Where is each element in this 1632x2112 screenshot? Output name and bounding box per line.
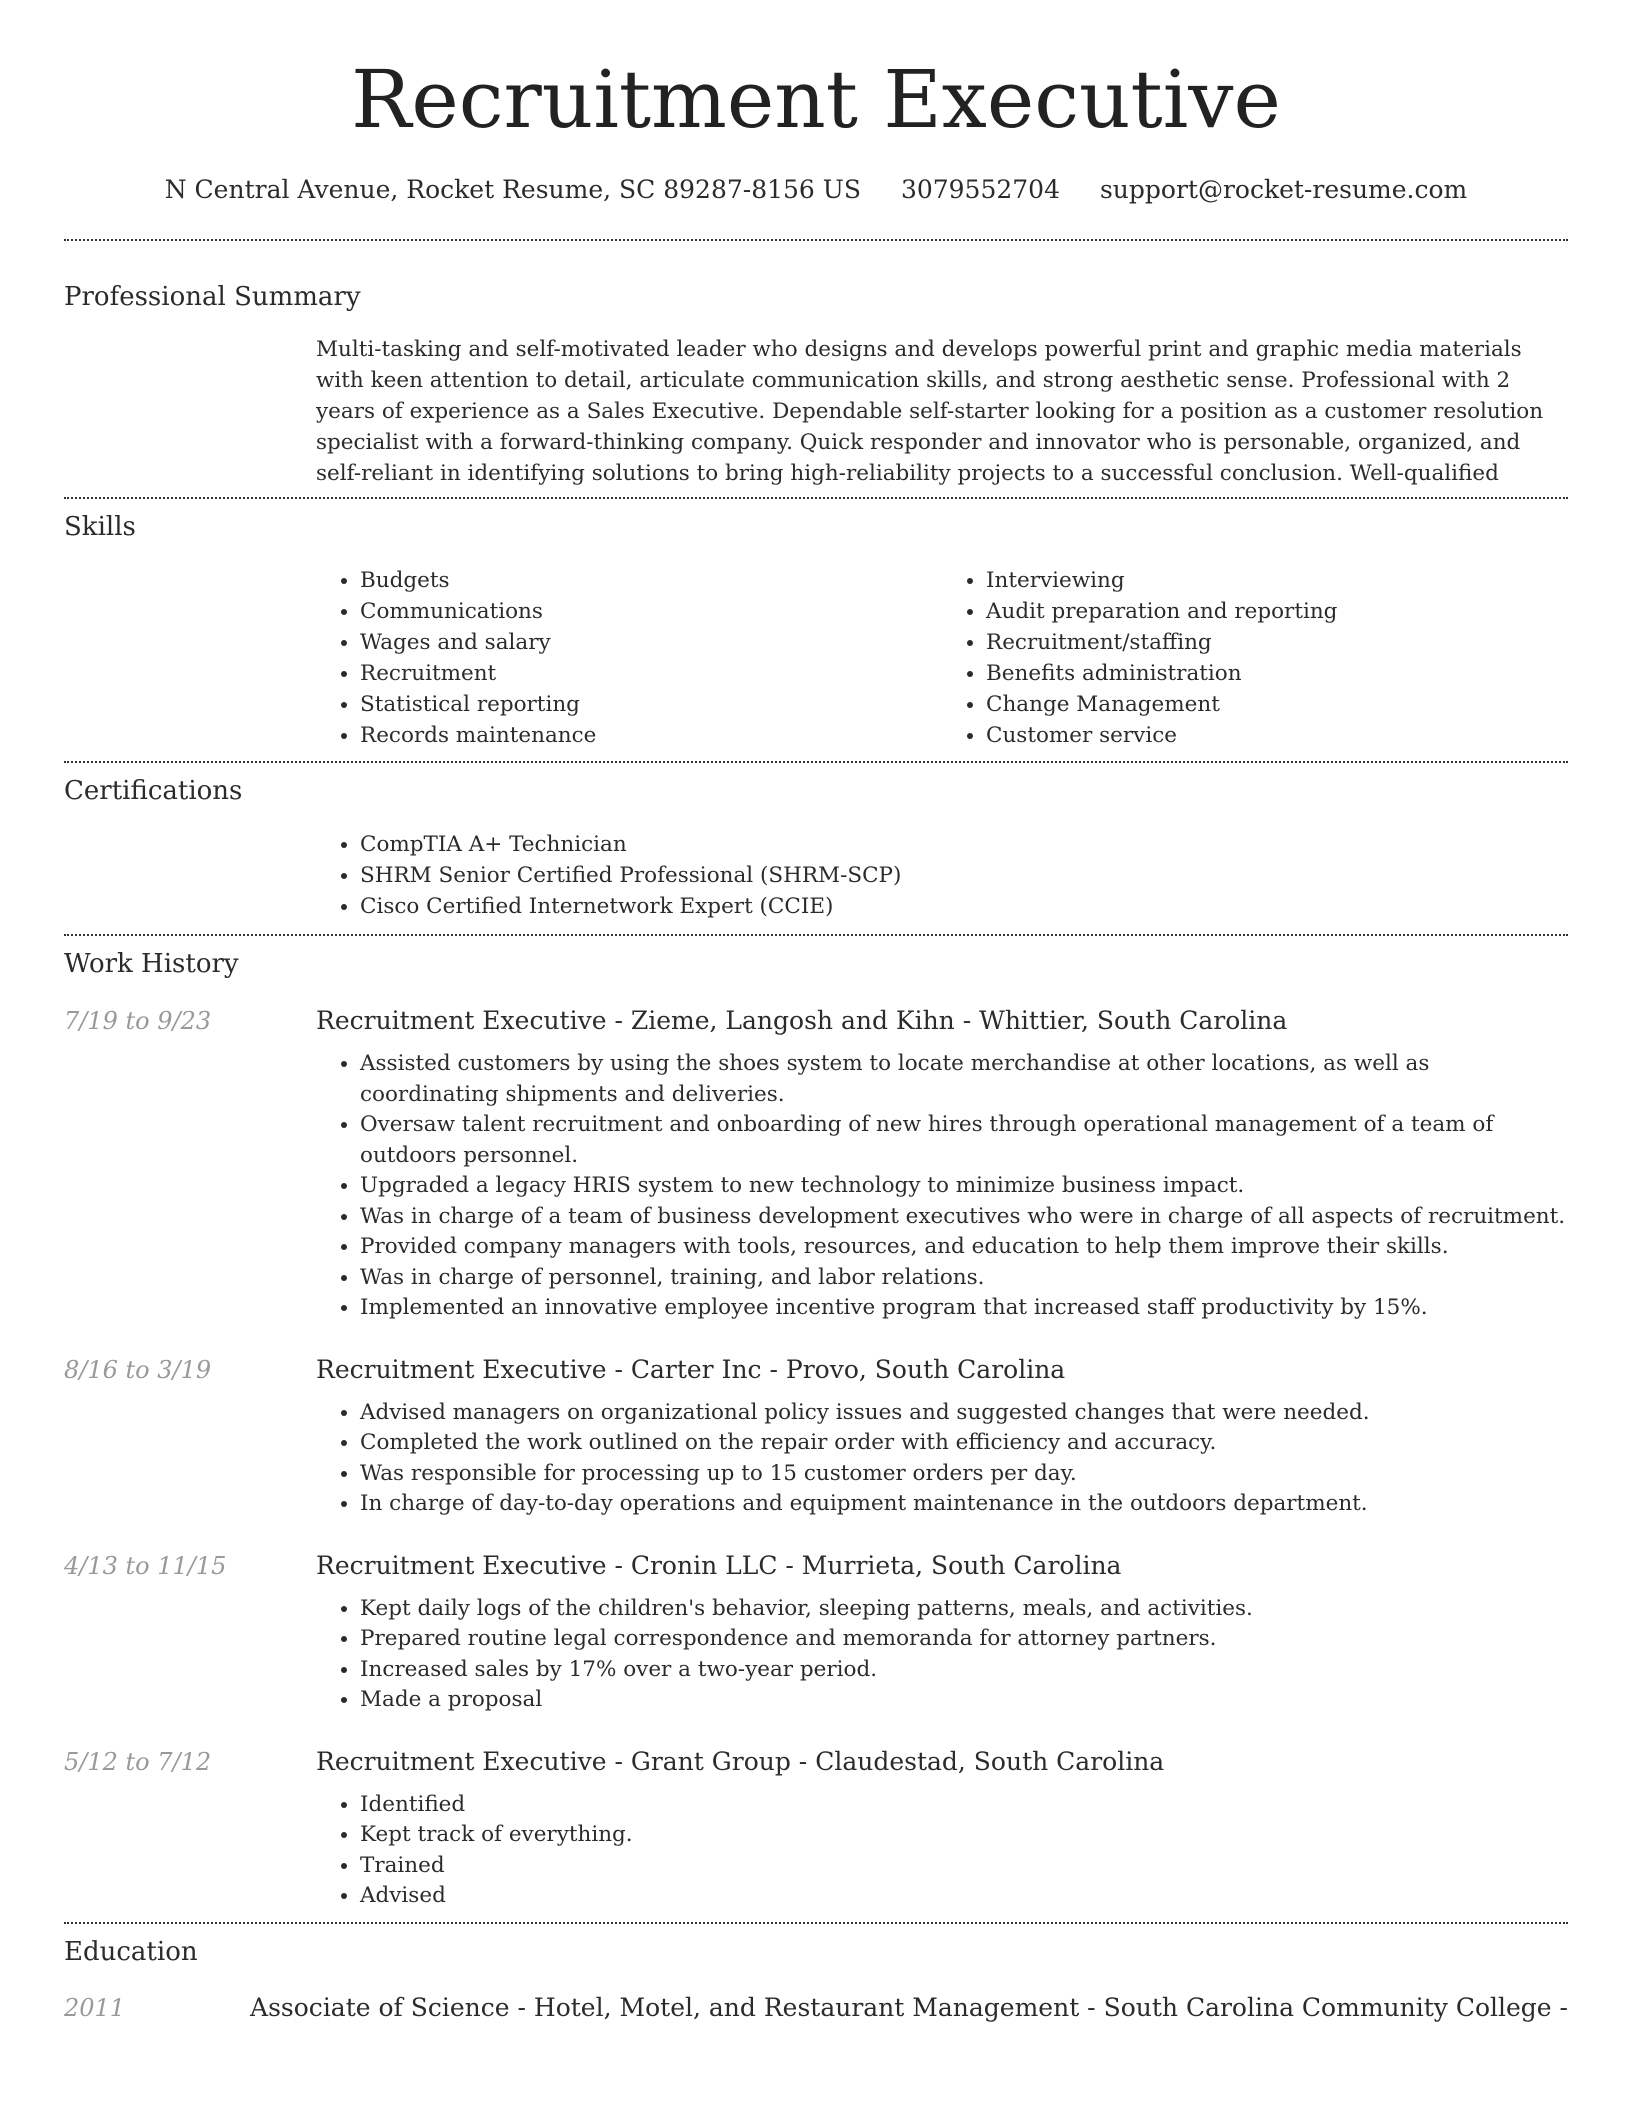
- skill-item: • Recruitment: [360, 658, 942, 689]
- job-bullet: • Made a proposal: [360, 1685, 1568, 1716]
- job-bullet: • Provided company managers with tools, resources, and education to help them improve their skills.: [360, 1232, 1568, 1263]
- job-bullet: • Assisted customers by using the shoes system to locate merchandise at other locations, as well as coordinating shipments and deliveries.: [360, 1049, 1568, 1110]
- education-title: Associate of Science - Hotel, Motel, and Restaurant Management - South Carolina Community College -: [250, 1992, 1568, 2022]
- job-title: Recruitment Executive - Cronin LLC - Murrieta, South Carolina: [316, 1550, 1122, 1580]
- certification-item: • SHRM Senior Certified Professional (SHRM-SCP): [360, 860, 1568, 891]
- section-divider: [64, 761, 1568, 763]
- education-heading: Education: [64, 1936, 198, 1967]
- job-bullet: • Advised managers on organizational policy issues and suggested changes that were needed.: [360, 1398, 1568, 1429]
- summary-heading: Professional Summary: [64, 282, 361, 312]
- job-dates: 7/19 to 9/23: [64, 1007, 212, 1035]
- job-entry: [64, 1746, 1568, 1912]
- job-dates: 4/13 to 11/15: [64, 1551, 227, 1580]
- candidate-name: Recruitment Executive: [351, 53, 1281, 146]
- contact-line: [64, 174, 1568, 206]
- job-details: [316, 1746, 1568, 1912]
- work-history-heading: Work History: [64, 949, 239, 979]
- certification-item: • CompTIA A+ Technician: [360, 829, 1568, 860]
- skills-columns: [316, 565, 1568, 751]
- job-bullet: • Identified: [360, 1790, 1568, 1821]
- contact-email: support@rocket-resume.com: [1099, 175, 1468, 204]
- job-bullets: [316, 1594, 1568, 1716]
- job-bullets: [316, 1790, 1568, 1912]
- skills-heading: Skills: [64, 512, 136, 542]
- job-details: [316, 1354, 1568, 1520]
- job-details: [316, 1550, 1568, 1716]
- skill-item: • Records maintenance: [360, 720, 942, 751]
- resume-page: [64, 0, 1568, 2024]
- job-entry: [64, 1005, 1568, 1324]
- certifications-block: [316, 829, 1568, 922]
- skill-item: • Statistical reporting: [360, 689, 942, 720]
- job-bullet: • Upgraded a legacy HRIS system to new technology to minimize business impact.: [360, 1171, 1568, 1202]
- education-details: [250, 1992, 1568, 2024]
- job-title: Recruitment Executive - Carter Inc - Provo, South Carolina: [316, 1354, 1066, 1384]
- job-title: Recruitment Executive - Zieme, Langosh and Kihn - Whittier, South Carolina: [316, 1006, 1288, 1035]
- job-dates: 5/12 to 7/12: [64, 1747, 212, 1776]
- section-divider: [64, 497, 1568, 499]
- job-bullet: • Trained: [360, 1851, 1568, 1882]
- job-bullet: • Was in charge of personnel, training, and labor relations.: [360, 1263, 1568, 1294]
- section-divider: [64, 239, 1568, 241]
- job-bullet: • Was responsible for processing up to 15 customer orders per day.: [360, 1459, 1568, 1490]
- skill-item: • Customer service: [986, 720, 1568, 751]
- job-bullet: • In charge of day-to-day operations and equipment maintenance in the outdoors department.: [360, 1489, 1568, 1520]
- skill-item: • Budgets: [360, 565, 942, 596]
- skills-list-right: [942, 565, 1568, 751]
- job-bullet: • Kept track of everything.: [360, 1820, 1568, 1851]
- skill-item: • Wages and salary: [360, 627, 942, 658]
- skill-item: • Recruitment/staffing: [986, 627, 1568, 658]
- job-bullet: • Advised: [360, 1881, 1568, 1912]
- job-bullet: • Increased sales by 17% over a two-year period.: [360, 1655, 1568, 1686]
- contact-address: N Central Avenue, Rocket Resume, SC 89287-8156 US: [164, 175, 861, 204]
- job-bullet: • Prepared routine legal correspondence and memoranda for attorney partners.: [360, 1624, 1568, 1655]
- job-entry: [64, 1354, 1568, 1520]
- skills-list-left: [316, 565, 942, 751]
- job-bullet: • Completed the work outlined on the repair order with efficiency and accuracy.: [360, 1428, 1568, 1459]
- section-divider: [64, 1922, 1568, 1924]
- certifications-heading: Certifications: [64, 776, 243, 806]
- skill-item: • Interviewing: [986, 565, 1568, 596]
- skill-item: • Audit preparation and reporting: [986, 596, 1568, 627]
- summary-text: Multi-tasking and self-motivated leader who designs and develops powerful print and graphic media materials with keen attention to detail, articulate communication skills, and strong aesthetic sense. Professional with 2 years of experience as a Sales Executive. Dependable self-starter looking for a position as a customer resolution specialist with a forward-thinking company. Quick responder and innovator who is personable, organized, and self-reliant in identifying solutions to bring high-reliability projects to a successful conclusion. Well-qualified: [316, 337, 1544, 486]
- skill-item: • Change Management: [986, 689, 1568, 720]
- job-details: [316, 1005, 1568, 1324]
- job-bullet: • Oversaw talent recruitment and onboarding of new hires through operational management of a team of outdoors personnel.: [360, 1110, 1568, 1171]
- job-title: Recruitment Executive - Grant Group - Claudestad, South Carolina: [316, 1746, 1165, 1776]
- education-date: 2011: [64, 1993, 126, 2022]
- job-bullets: [316, 1398, 1568, 1520]
- certifications-list: [316, 829, 1568, 922]
- education-entry: [64, 1992, 1568, 2024]
- job-dates: 8/16 to 3/19: [64, 1355, 212, 1384]
- job-bullets: [316, 1049, 1568, 1324]
- skill-item: • Communications: [360, 596, 942, 627]
- certification-item: • Cisco Certified Internetwork Expert (CCIE): [360, 891, 1568, 922]
- job-bullet: • Kept daily logs of the children's behavior, sleeping patterns, meals, and activities.: [360, 1594, 1568, 1625]
- skill-item: • Benefits administration: [986, 658, 1568, 689]
- job-bullet: • Implemented an innovative employee incentive program that increased staff productivity by 15%.: [360, 1293, 1568, 1324]
- contact-phone: 3079552704: [900, 175, 1060, 204]
- job-entry: [64, 1550, 1568, 1716]
- job-bullet: • Was in charge of a team of business development executives who were in charge of all aspects of recruitment.: [360, 1202, 1568, 1233]
- section-divider: [64, 934, 1568, 936]
